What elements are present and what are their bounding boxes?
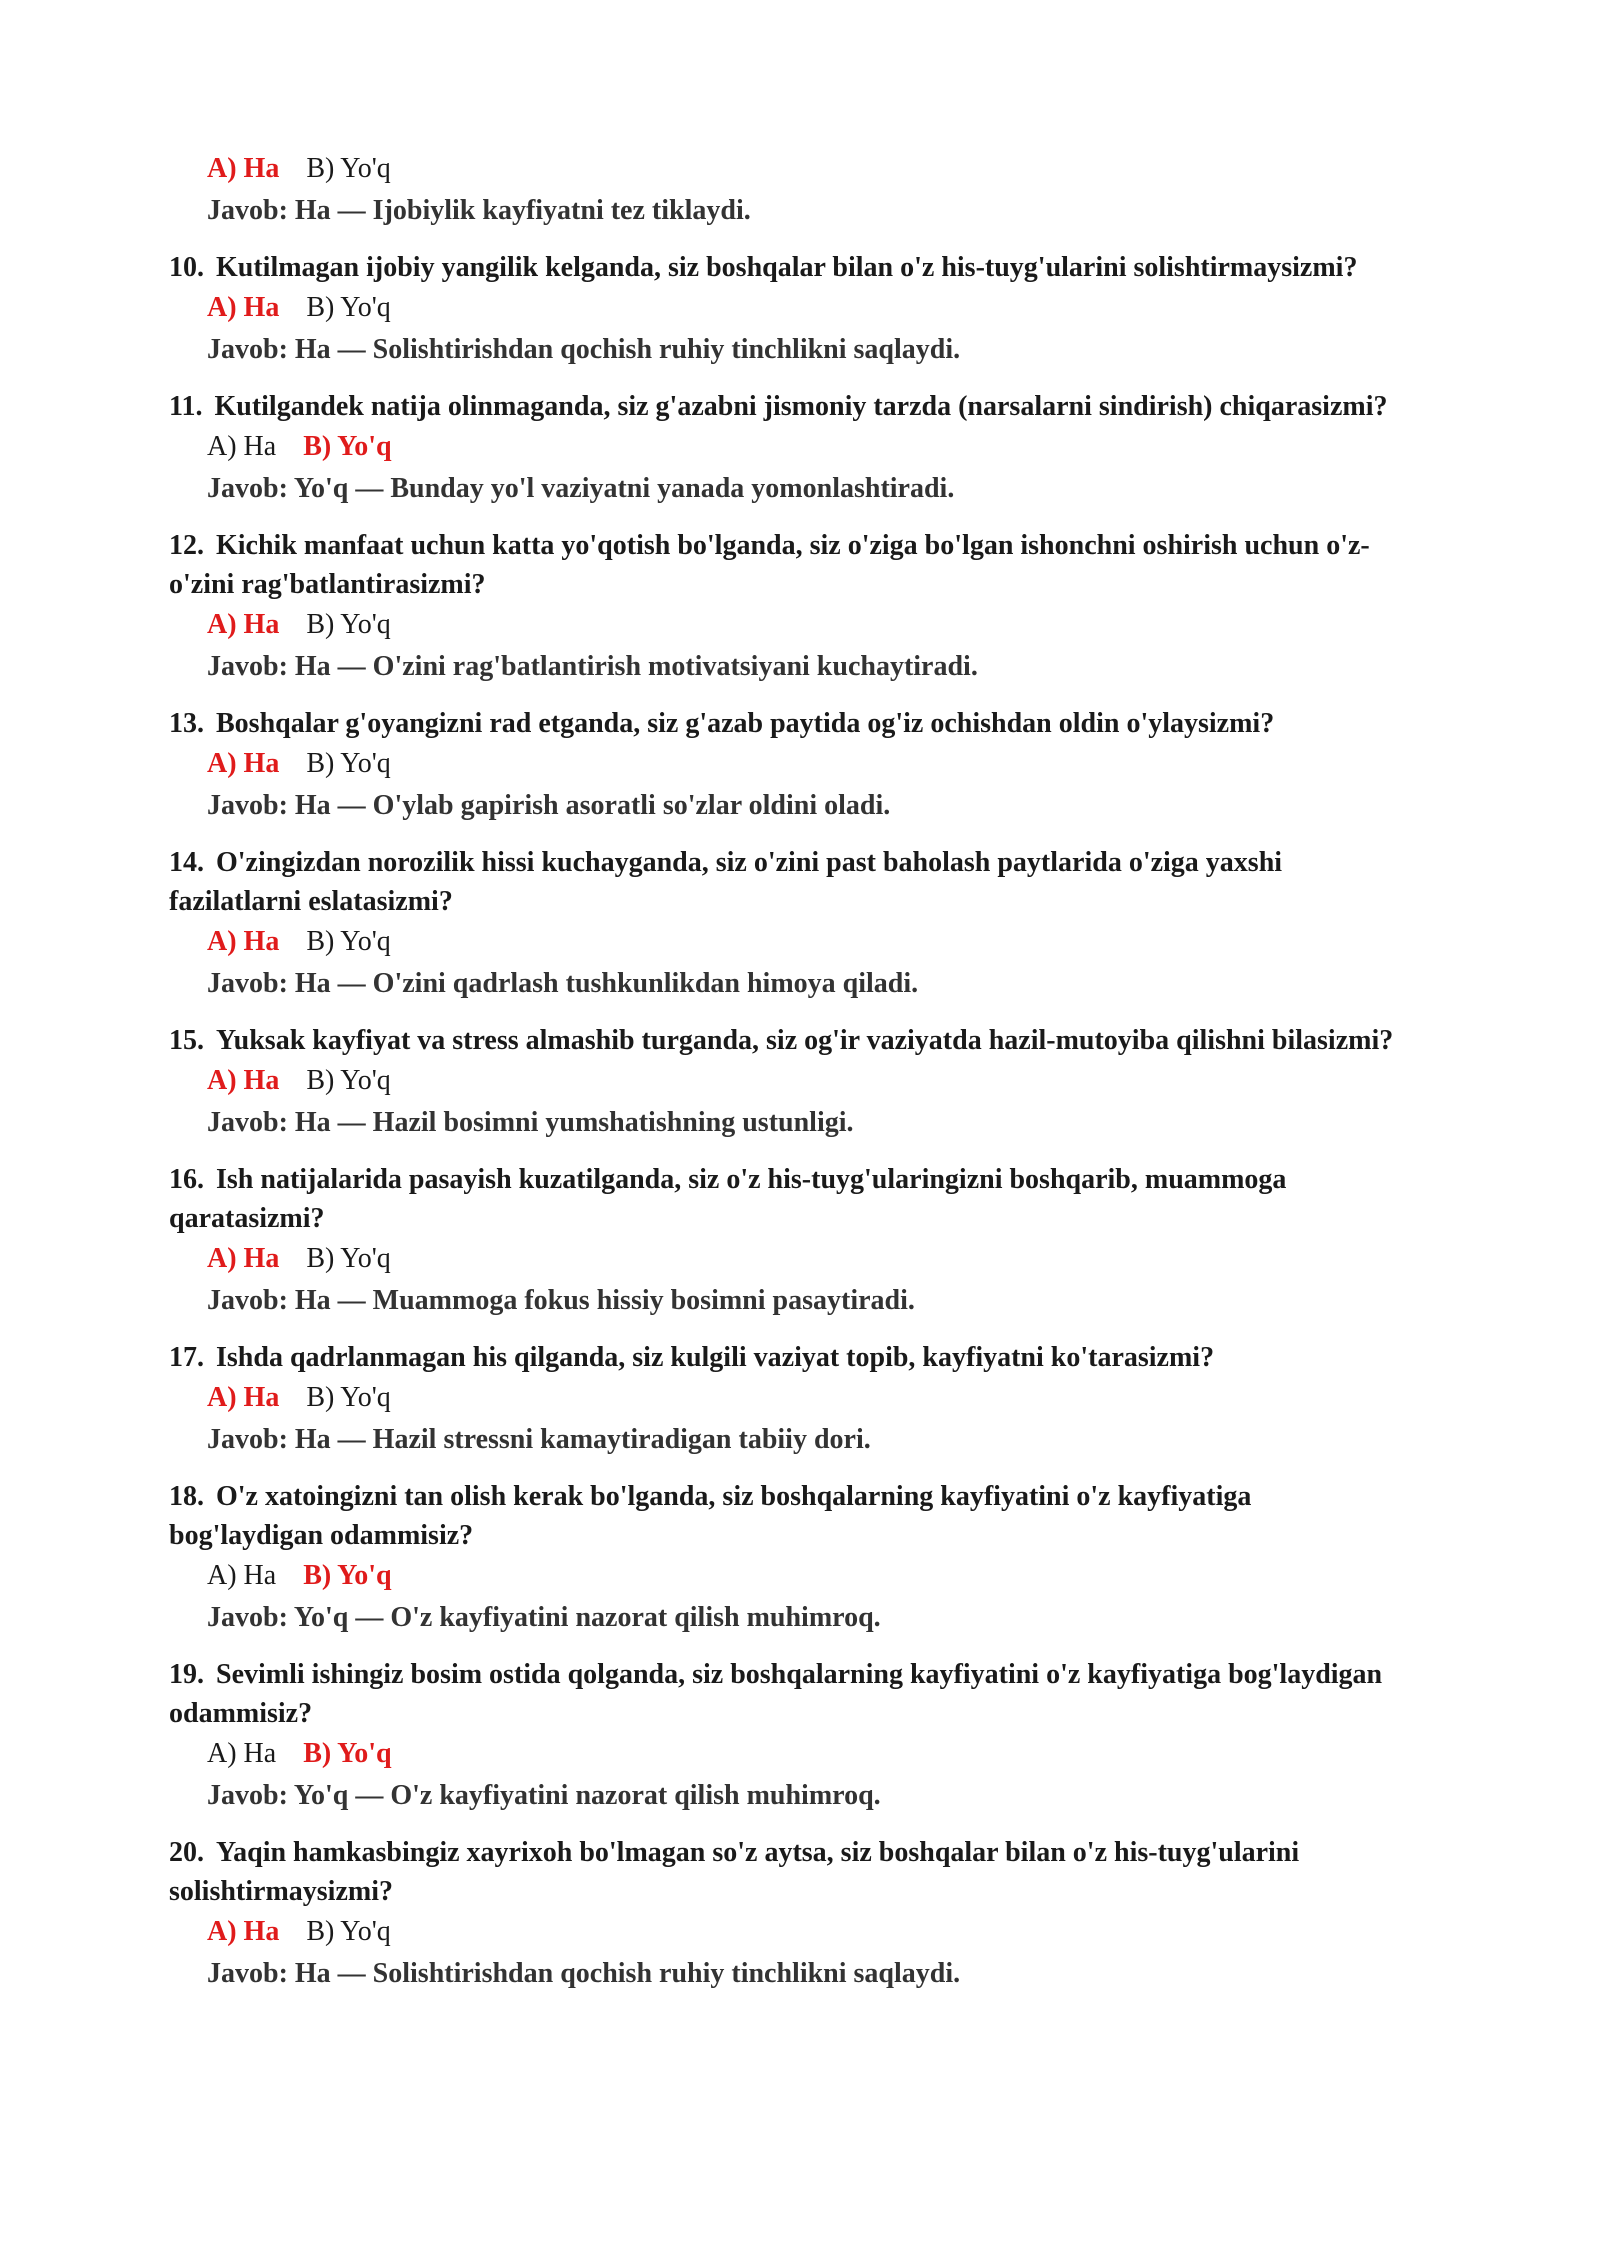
question-body: Ish natijalarida pasayish kuzatilganda, siz o'z his-tuyg'ularingizni boshqarib, muammoga qaratasizmi? [169, 1164, 1287, 1234]
option-b: B) Yo'q [303, 1560, 392, 1591]
answer-options [207, 287, 1400, 329]
question-number: 10. [169, 252, 204, 283]
answer-line: Javob: Yo'q — O'z kayfiyatini nazorat qilish muhimroq. [207, 1602, 881, 1633]
question-number: 15. [169, 1025, 204, 1056]
option-b: B) Yo'q [306, 292, 391, 323]
question-number: 11. [169, 391, 203, 422]
question-block-17 [169, 1338, 1400, 1461]
question-block-10 [169, 248, 1400, 371]
question-text [169, 1160, 1400, 1238]
question-body: Kichik manfaat uchun katta yo'qotish bo'lganda, siz o'ziga bo'lgan ishonchni oshirish uchun o'z-o'zini rag'batlantirasizmi? [169, 530, 1370, 600]
answer-options [207, 1555, 1400, 1597]
answer-options [207, 1060, 1400, 1102]
answer-line: Javob: Ha — Solishtirishdan qochish ruhiy tinchlikni saqlaydi. [207, 1958, 961, 1989]
option-b: B) Yo'q [306, 1382, 391, 1413]
answer-line: Javob: Ha — Hazil bosimni yumshatishning ustunligi. [207, 1107, 854, 1138]
question-text [169, 248, 1400, 287]
option-b: B) Yo'q [306, 1065, 391, 1096]
option-b: B) Yo'q [306, 1243, 391, 1274]
option-a: A) Ha [207, 292, 280, 323]
question-body: O'zingizdan norozilik hissi kuchayganda, siz o'zini past baholash paytlarida o'ziga yaxshi fazilatlarni eslatasizmi? [169, 847, 1283, 917]
answer-line: Javob: Yo'q — Bunday yo'l vaziyatni yanada yomonlashtiradi. [207, 473, 955, 504]
question-text [169, 1833, 1400, 1911]
answer-line: Javob: Ha — Hazil stressni kamaytiradigan tabiiy dori. [207, 1424, 871, 1455]
option-a: A) Ha [207, 748, 280, 779]
question-text [169, 387, 1400, 426]
answer-line: Javob: Ha — Ijobiylik kayfiyatni tez tiklaydi. [207, 195, 751, 226]
answer-options [207, 921, 1400, 963]
answer-options [207, 1911, 1400, 1953]
option-b: B) Yo'q [303, 431, 392, 462]
question-body: Yaqin hamkasbingiz xayrixoh bo'lmagan so'z aytsa, siz boshqalar bilan o'z his-tuyg'ularini solishtirmaysizmi? [169, 1837, 1300, 1907]
option-a: A) Ha [207, 431, 277, 462]
question-number: 18. [169, 1481, 204, 1512]
answer-options [207, 1238, 1400, 1280]
question-number: 16. [169, 1164, 204, 1195]
question-block-20 [169, 1833, 1400, 1995]
question-block-13 [169, 704, 1400, 827]
option-a: A) Ha [207, 1243, 280, 1274]
question-body: Boshqalar g'oyangizni rad etganda, siz g'azab paytida og'iz ochishdan oldin o'ylaysizmi? [216, 708, 1275, 739]
question-block-14 [169, 843, 1400, 1005]
answer-options [207, 604, 1400, 646]
option-a: A) Ha [207, 1382, 280, 1413]
question-block-15 [169, 1021, 1400, 1144]
question-body: Yuksak kayfiyat va stress almashib turganda, siz og'ir vaziyatda hazil-mutoyiba qilishni bilasizmi? [216, 1025, 1394, 1056]
answer-line: Javob: Ha — Solishtirishdan qochish ruhiy tinchlikni saqlaydi. [207, 334, 961, 365]
question-block-18 [169, 1477, 1400, 1639]
option-a: A) Ha [207, 1560, 277, 1591]
answer-line: Javob: Ha — Muammoga fokus hissiy bosimni pasaytiradi. [207, 1285, 915, 1316]
option-a: A) Ha [207, 609, 280, 640]
option-a: A) Ha [207, 1916, 280, 1947]
answer-line: Javob: Ha — O'zini rag'batlantirish motivatsiyani kuchaytiradi. [207, 651, 978, 682]
question-number: 19. [169, 1659, 204, 1690]
answer-options [207, 1733, 1400, 1775]
question-number: 17. [169, 1342, 204, 1373]
question-body: O'z xatoingizni tan olish kerak bo'lganda, siz boshqalarning kayfiyatini o'z kayfiyatiga bog'laydigan odammisiz? [169, 1481, 1252, 1551]
option-a: A) Ha [207, 1065, 280, 1096]
option-a: A) Ha [207, 926, 280, 957]
question-block-9 [169, 148, 1400, 232]
question-text [169, 1477, 1400, 1555]
question-body: Kutilmagan ijobiy yangilik kelganda, siz boshqalar bilan o'z his-tuyg'ularini solishtirmaysizmi? [216, 252, 1358, 283]
question-body: Ishda qadrlanmagan his qilganda, siz kulgili vaziyat topib, kayfiyatni ko'tarasizmi? [216, 1342, 1215, 1373]
answer-options [207, 148, 1400, 190]
question-text [169, 1655, 1400, 1733]
question-block-11 [169, 387, 1400, 510]
question-number: 12. [169, 530, 204, 561]
question-block-12 [169, 526, 1400, 688]
answer-line: Javob: Yo'q — O'z kayfiyatini nazorat qilish muhimroq. [207, 1780, 881, 1811]
option-a: A) Ha [207, 1738, 277, 1769]
answer-options [207, 426, 1400, 468]
question-number: 14. [169, 847, 204, 878]
question-body: Kutilgandek natija olinmaganda, siz g'azabni jismoniy tarzda (narsalarni sindirish) chiqarasizmi? [214, 391, 1388, 422]
question-number: 13. [169, 708, 204, 739]
answer-line: Javob: Ha — O'ylab gapirish asoratli so'zlar oldini oladi. [207, 790, 891, 821]
question-text [169, 1021, 1400, 1060]
option-a: A) Ha [207, 153, 280, 184]
question-text [169, 704, 1400, 743]
answer-options [207, 1377, 1400, 1419]
option-b: B) Yo'q [306, 748, 391, 779]
option-b: B) Yo'q [306, 1916, 391, 1947]
option-b: B) Yo'q [306, 153, 391, 184]
option-b: B) Yo'q [306, 609, 391, 640]
option-b: B) Yo'q [303, 1738, 392, 1769]
answer-options [207, 743, 1400, 785]
question-block-19 [169, 1655, 1400, 1817]
answer-line: Javob: Ha — O'zini qadrlash tushkunlikdan himoya qiladi. [207, 968, 919, 999]
question-body: Sevimli ishingiz bosim ostida qolganda, siz boshqalarning kayfiyatini o'z kayfiyatiga bog'laydigan odammisiz? [169, 1659, 1383, 1729]
question-text [169, 1338, 1400, 1377]
question-block-16 [169, 1160, 1400, 1322]
question-number: 20. [169, 1837, 204, 1868]
question-text [169, 843, 1400, 921]
option-b: B) Yo'q [306, 926, 391, 957]
question-text [169, 526, 1400, 604]
